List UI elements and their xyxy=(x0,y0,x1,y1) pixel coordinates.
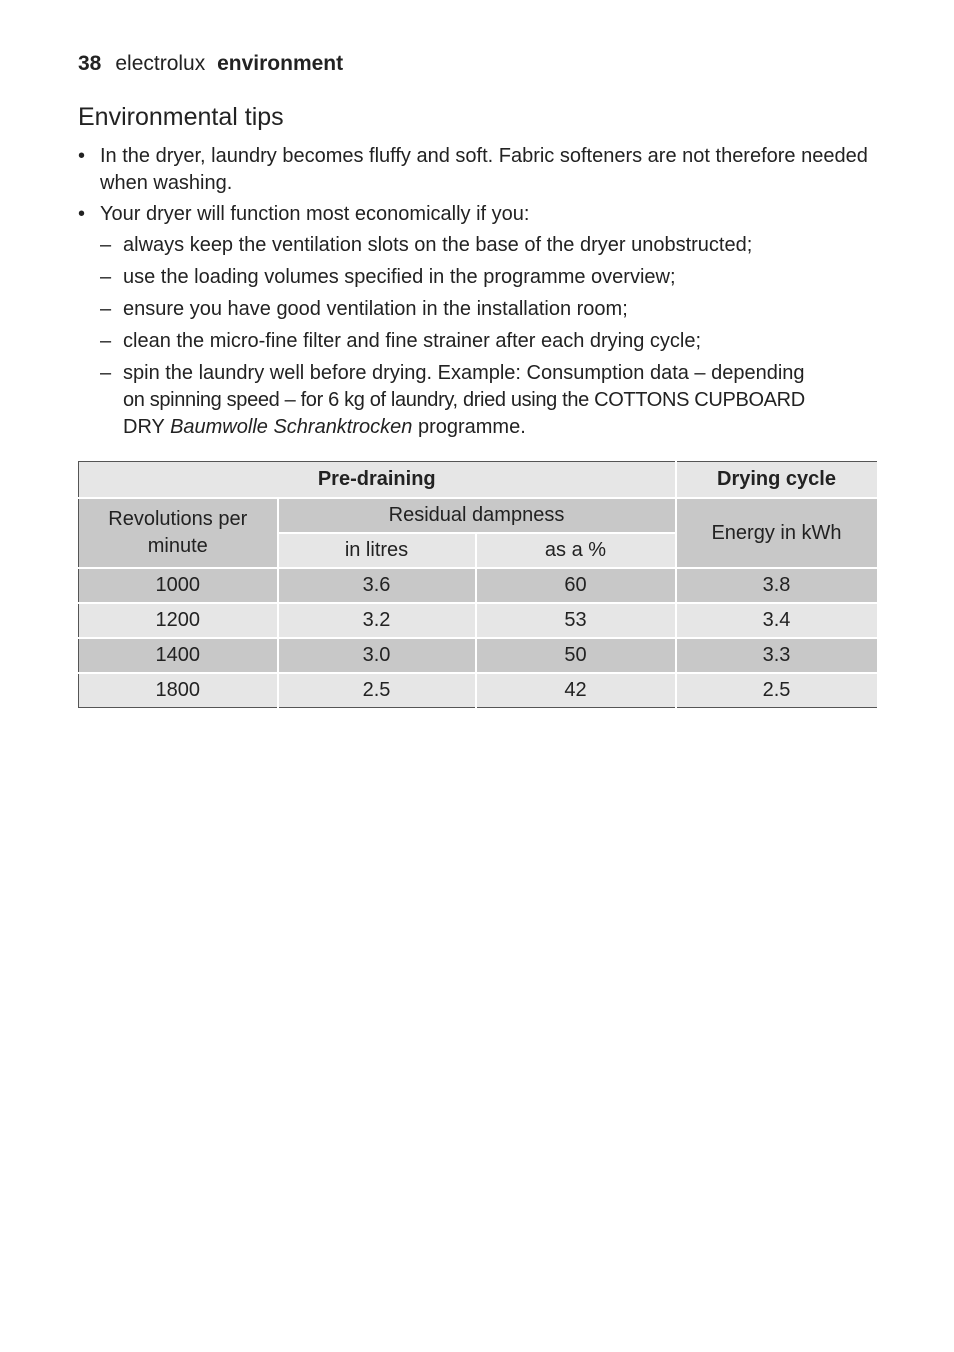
tips-list xyxy=(78,143,878,446)
cell-percent: 42 xyxy=(476,673,676,708)
header-litres: in litres xyxy=(278,533,476,568)
bullet-mark: • xyxy=(78,203,86,225)
section-name: environment xyxy=(217,52,344,75)
table-header-row xyxy=(79,498,877,533)
sub-item-text: always keep the ventilation slots on the base of the dryer unobstructed; xyxy=(123,234,753,256)
sub-item-text: programme. xyxy=(412,416,526,438)
cell-rpm: 1200 xyxy=(79,603,278,638)
sub-item-text: ensure you have good ventilation in the installation room; xyxy=(123,298,628,320)
sub-item-text: on spinning speed – for 6 kg of laundry, dried using the COTTONS CUPBOARD xyxy=(123,389,805,411)
sub-item xyxy=(78,360,878,441)
dash-mark: – xyxy=(100,362,112,384)
page-title: Environmental tips xyxy=(78,103,284,131)
bullet-text: In the dryer, laundry becomes fluffy and soft. Fabric softeners are not therefore needed when washing. xyxy=(100,145,868,194)
bullet-item xyxy=(78,143,878,197)
cell-energy: 3.3 xyxy=(676,638,877,673)
sub-item-text: DRY xyxy=(123,416,171,438)
table-row xyxy=(79,603,877,638)
cell-litres: 2.5 xyxy=(278,673,476,708)
dash-mark: – xyxy=(100,266,112,288)
programme-name: Baumwolle Schranktrocken xyxy=(170,416,413,438)
cell-rpm: 1400 xyxy=(79,638,278,673)
sub-item xyxy=(78,296,878,323)
cell-litres: 3.0 xyxy=(278,638,476,673)
header-percent: as a % xyxy=(476,533,676,568)
bullet-text: Your dryer will function most economically if you: xyxy=(100,203,530,225)
cell-litres: 3.2 xyxy=(278,603,476,638)
cell-energy: 2.5 xyxy=(676,673,877,708)
sub-item-text: clean the micro-fine filter and fine strainer after each drying cycle; xyxy=(123,330,702,352)
bullet-item xyxy=(78,201,878,228)
dash-mark: – xyxy=(100,298,112,320)
cell-percent: 53 xyxy=(476,603,676,638)
dash-mark: – xyxy=(100,330,112,352)
header-residual-dampness: Residual dampness xyxy=(278,498,676,533)
sub-item xyxy=(78,264,878,291)
sub-item-text: use the loading volumes specified in the programme overview; xyxy=(123,266,676,288)
consumption-table xyxy=(78,461,877,708)
table-group-header-row xyxy=(79,462,877,499)
cell-energy: 3.4 xyxy=(676,603,877,638)
page-number: 38 xyxy=(78,52,102,75)
cell-energy: 3.8 xyxy=(676,568,877,603)
page-header xyxy=(78,52,343,76)
table-row xyxy=(79,568,877,603)
header-revolutions: Revolutions per minute xyxy=(79,498,278,568)
brand-name: electrolux xyxy=(115,52,206,75)
header-drying-cycle: Drying cycle xyxy=(676,462,877,499)
sub-item xyxy=(78,232,878,259)
sub-item-text: spin the laundry well before drying. Example: Consumption data – depending xyxy=(123,362,805,384)
header-energy: Energy in kWh xyxy=(676,498,877,568)
bullet-mark: • xyxy=(78,145,86,167)
cell-rpm: 1000 xyxy=(79,568,278,603)
table-row xyxy=(79,638,877,673)
dash-mark: – xyxy=(100,234,112,256)
cell-percent: 60 xyxy=(476,568,676,603)
cell-rpm: 1800 xyxy=(79,673,278,708)
cell-percent: 50 xyxy=(476,638,676,673)
cell-litres: 3.6 xyxy=(278,568,476,603)
sub-item xyxy=(78,328,878,355)
table-row xyxy=(79,673,877,708)
header-pre-draining: Pre-draining xyxy=(79,462,676,499)
